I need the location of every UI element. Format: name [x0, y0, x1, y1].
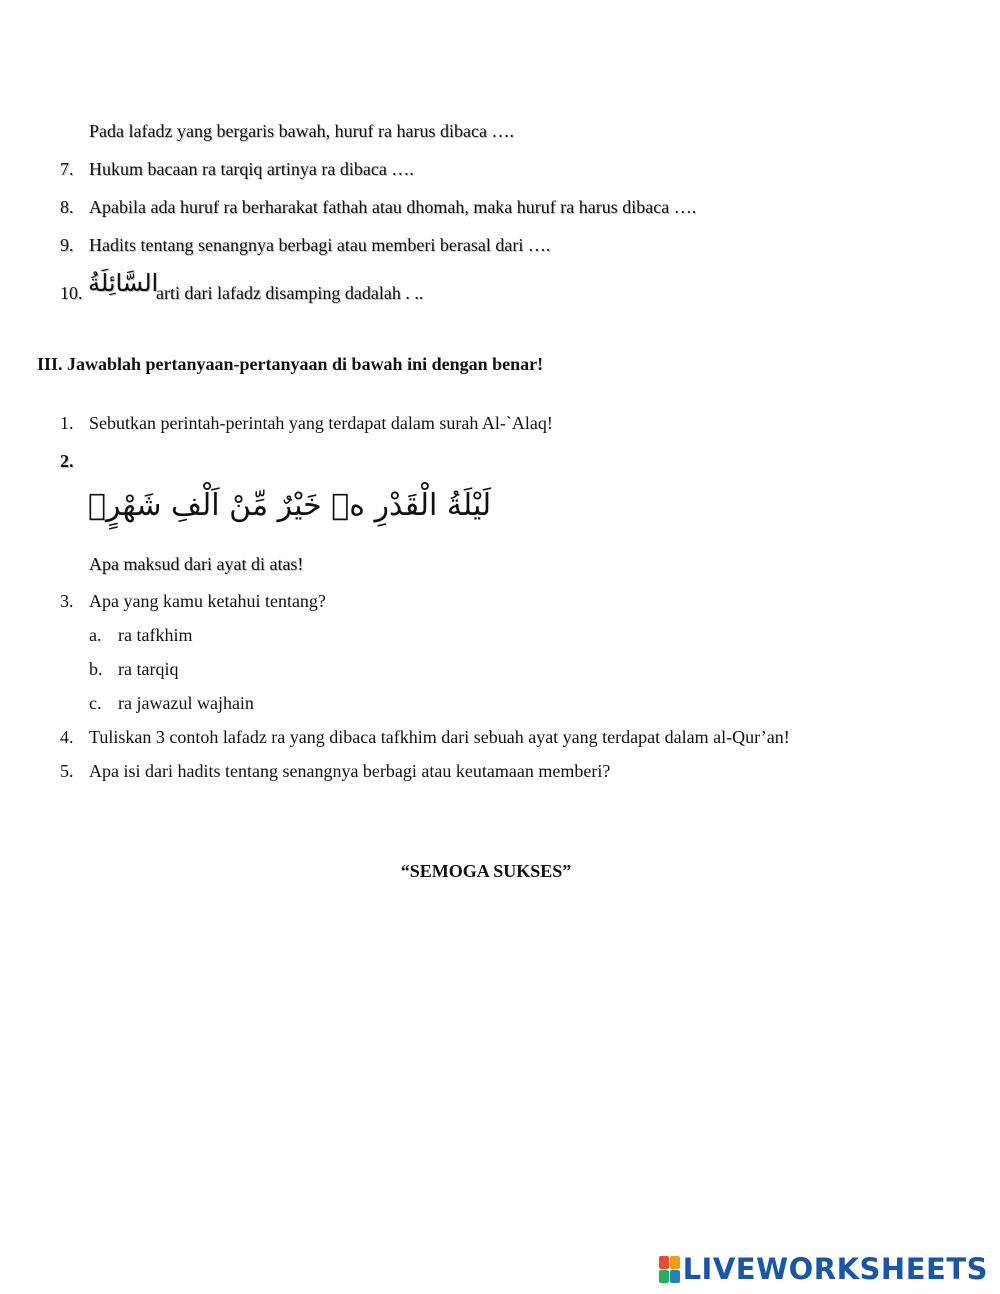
question-number-7: 7.	[60, 159, 74, 179]
question-number-10: 10.	[60, 283, 83, 303]
essay-3-text: Apa yang kamu ketahui tentang?	[89, 591, 326, 611]
question-10-text: arti dari lafadz disamping dadalah . ..	[156, 283, 424, 303]
question-7-text: Hukum bacaan ra tarqiq artinya ra dibaca ….	[89, 159, 414, 179]
essay-number-4: 4.	[60, 727, 74, 747]
option-c-text: ra jawazul wajhain	[118, 693, 254, 713]
essay-number-3: 3.	[60, 591, 74, 611]
essay-2-text: Apa maksud dari ayat di atas!	[89, 554, 304, 574]
liveworksheets-logo-text: LIVEWORKSHEETS	[682, 1252, 988, 1286]
question-number-9: 9.	[60, 235, 74, 255]
essay-number-2: 2.	[60, 451, 74, 471]
question-10-arabic: السَّائِلَةُ	[88, 269, 159, 297]
essay-1-text: Sebutkan perintah-perintah yang terdapat dalam surah Al-`Alaq!	[89, 413, 553, 433]
question-8-text: Apabila ada huruf ra berharakat fathah atau dhomah, maka huruf ra harus dibaca ….	[89, 197, 697, 217]
option-letter-b: b.	[89, 659, 103, 679]
option-b-text: ra tarqiq	[118, 659, 179, 679]
essay-2-arabic-verse: لَيْلَةُ الْقَدْرِ ەۙ خَيْرٌ مِّنْ اَلْفِ شَهْرٍۗ	[88, 488, 492, 523]
option-a-text: ra tafkhim	[118, 625, 193, 645]
question-intro-line: Pada lafadz yang bergaris bawah, huruf ra harus dibaca ….	[89, 121, 514, 141]
essay-number-5: 5.	[60, 761, 74, 781]
liveworksheets-logo	[659, 1252, 988, 1286]
option-letter-c: c.	[89, 693, 102, 713]
closing-message: “SEMOGA SUKSES”	[400, 861, 572, 881]
option-letter-a: a.	[89, 625, 102, 645]
section-iii-heading: III. Jawablah pertanyaan-pertanyaan di bawah ini dengan benar!	[37, 354, 544, 374]
liveworksheets-logo-icon	[659, 1256, 679, 1282]
essay-5-text: Apa isi dari hadits tentang senangnya berbagi atau keutamaan memberi?	[89, 761, 611, 781]
question-9-text: Hadits tentang senangnya berbagi atau memberi berasal dari ….	[89, 235, 551, 255]
question-number-8: 8.	[60, 197, 74, 217]
essay-number-1: 1.	[60, 413, 74, 433]
essay-4-text: Tuliskan 3 contoh lafadz ra yang dibaca tafkhim dari sebuah ayat yang terdapat dalam al-Qur’an!	[89, 727, 790, 747]
